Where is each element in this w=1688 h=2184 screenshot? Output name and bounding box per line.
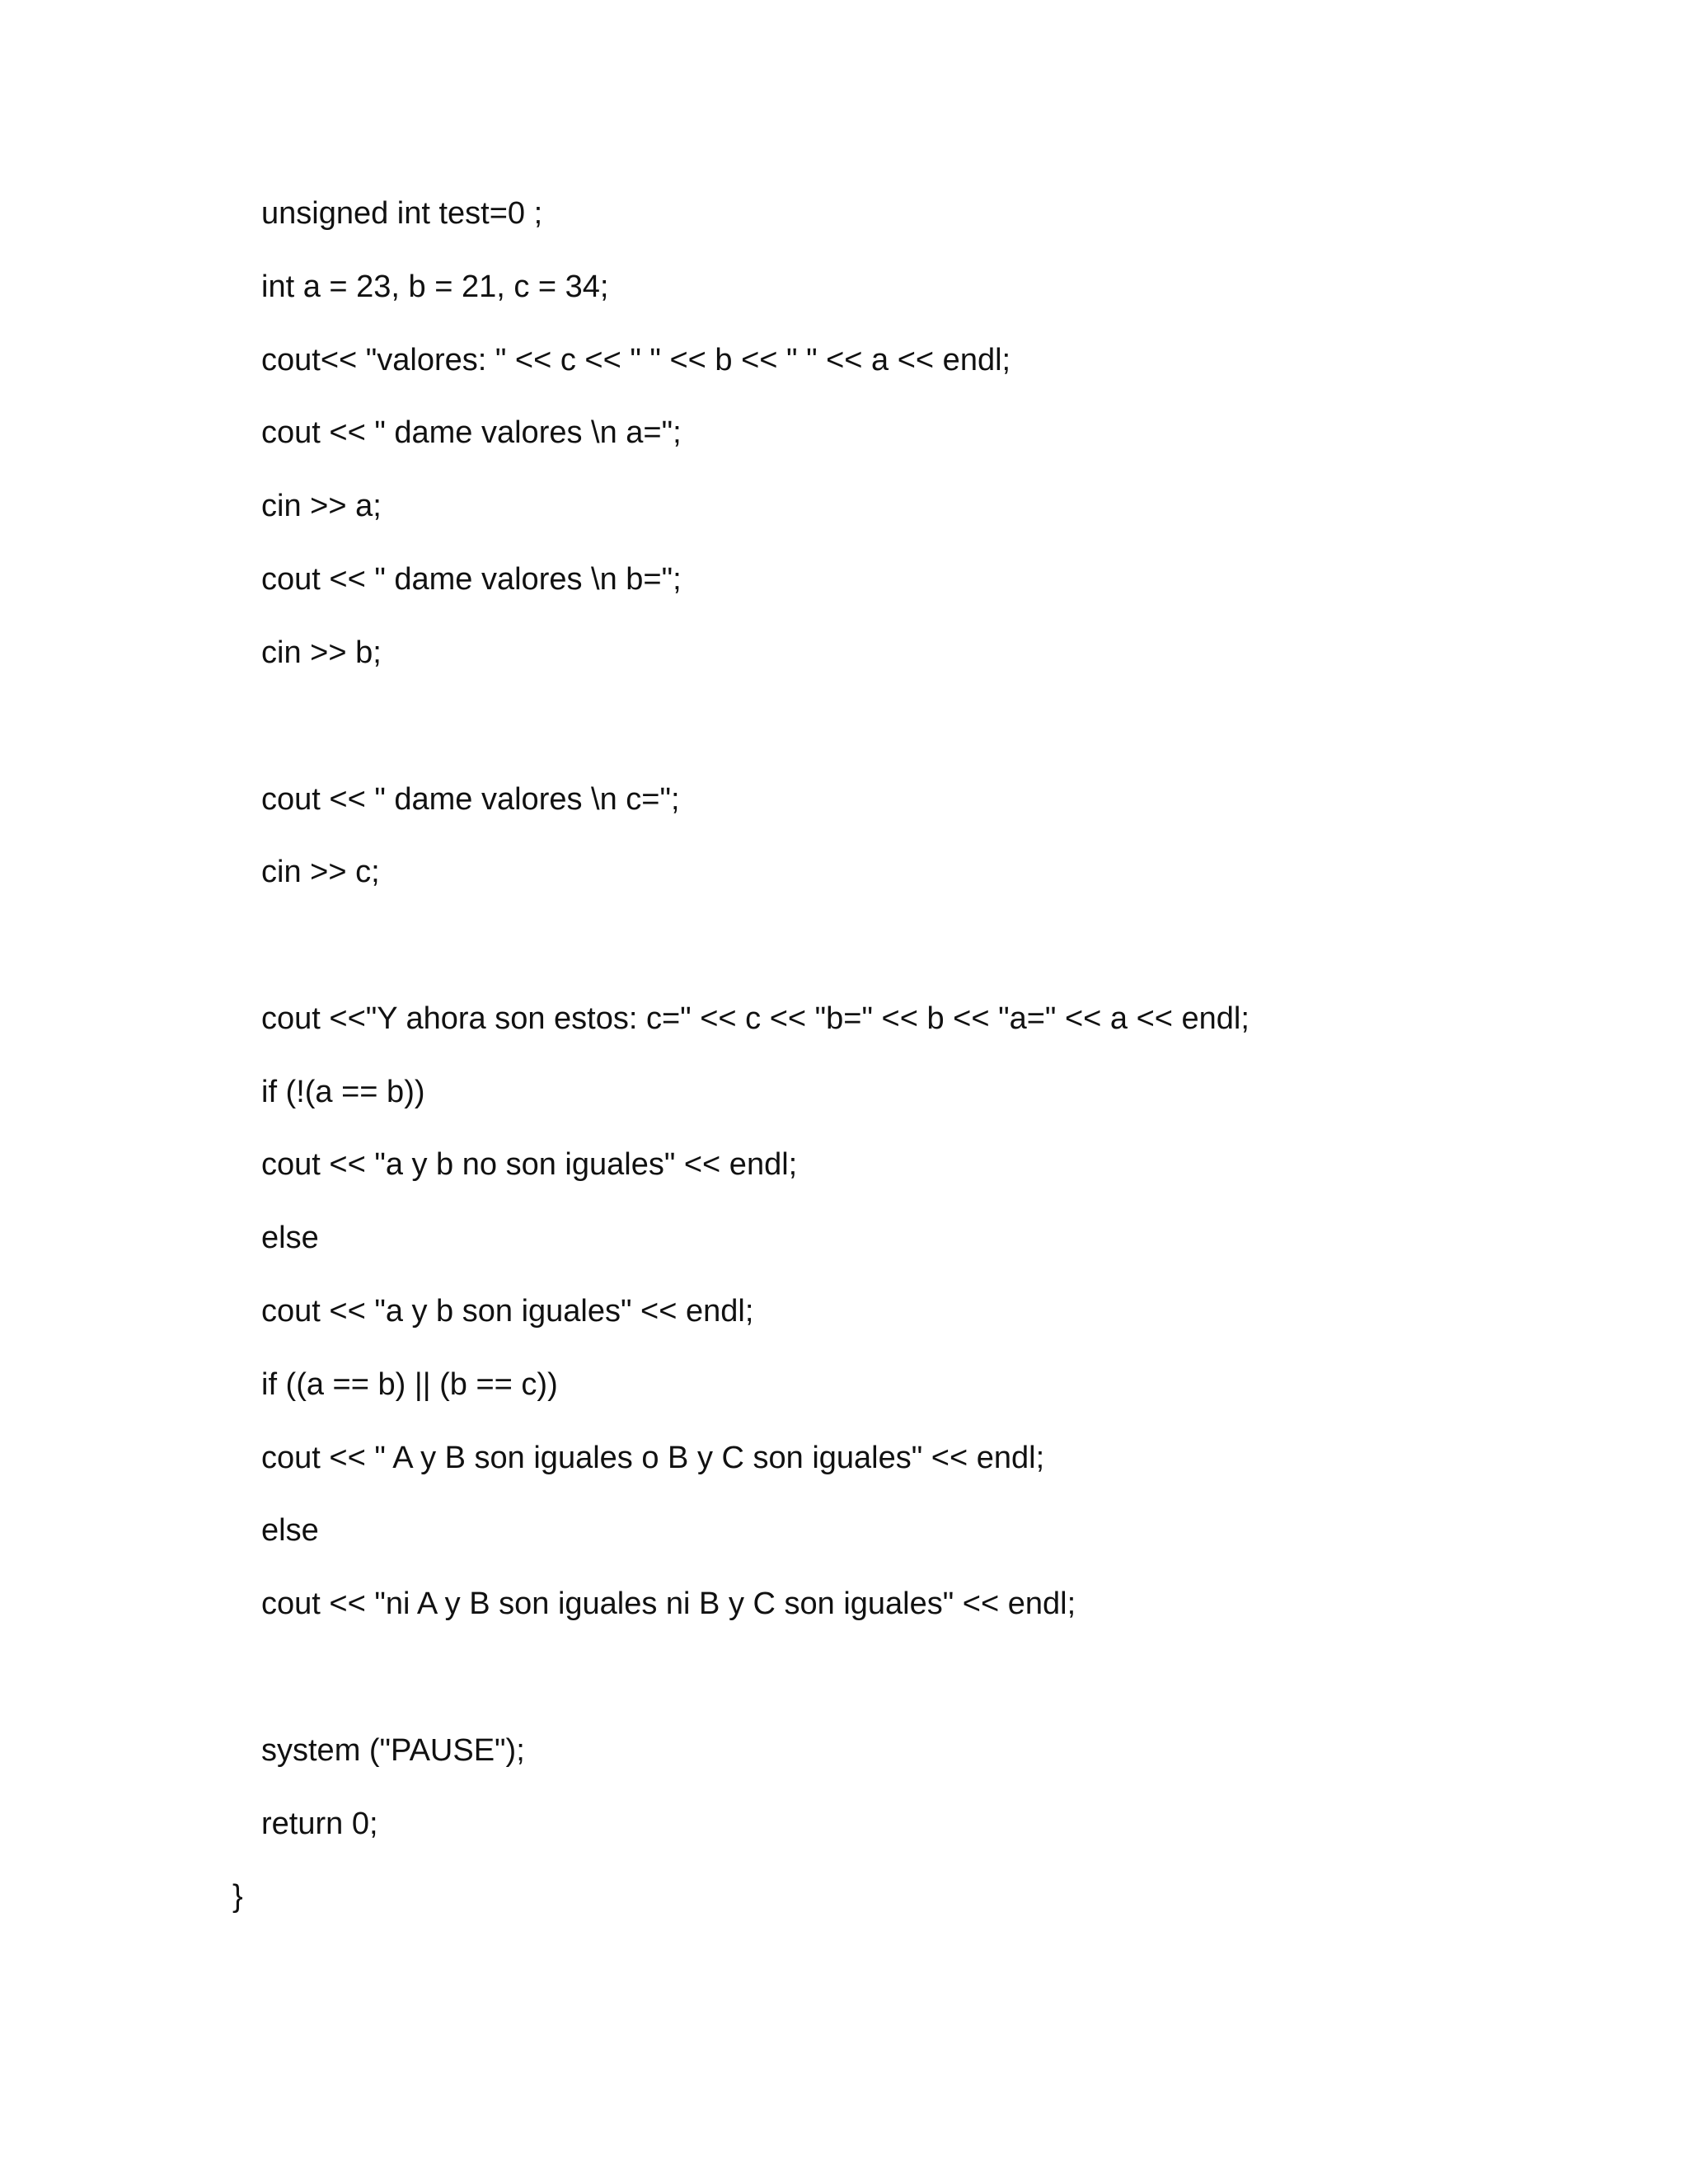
code-line: cout << " dame valores \n b="; xyxy=(261,562,682,597)
code-line: cout << "a y b no son iguales" << endl; xyxy=(261,1147,798,1182)
code-line: cout << "ni A y B son iguales ni B y C son iguales" << endl; xyxy=(261,1586,1076,1621)
code-line: cin >> c; xyxy=(261,855,380,889)
code-line: unsigned int test=0 ; xyxy=(261,196,543,231)
code-line: cout << " dame valores \n c="; xyxy=(261,782,680,817)
closing-brace: } xyxy=(232,1879,243,1914)
code-line: if ((a == b) || (b == c)) xyxy=(261,1367,558,1402)
code-line: if (!(a == b)) xyxy=(261,1075,425,1109)
code-line: cout <<"Y ahora son estos: c=" << c << "b=" << b << "a=" << a << endl; xyxy=(261,1001,1250,1036)
code-line: return 0; xyxy=(261,1807,378,1841)
code-line: system ("PAUSE"); xyxy=(261,1733,525,1768)
code-line: int a = 23, b = 21, c = 34; xyxy=(261,269,609,304)
code-line: else xyxy=(261,1221,319,1255)
code-line: cin >> b; xyxy=(261,635,382,670)
code-line: cout << " dame valores \n a="; xyxy=(261,415,682,450)
code-line: cin >> a; xyxy=(261,489,382,523)
code-line: cout<< "valores: " << c << " " << b << " " << a << endl; xyxy=(261,343,1011,377)
code-line: cout << "a y b son iguales" << endl; xyxy=(261,1294,754,1329)
code-line: cout << " A y B son iguales o B y C son iguales" << endl; xyxy=(261,1441,1045,1475)
code-line: else xyxy=(261,1513,319,1548)
